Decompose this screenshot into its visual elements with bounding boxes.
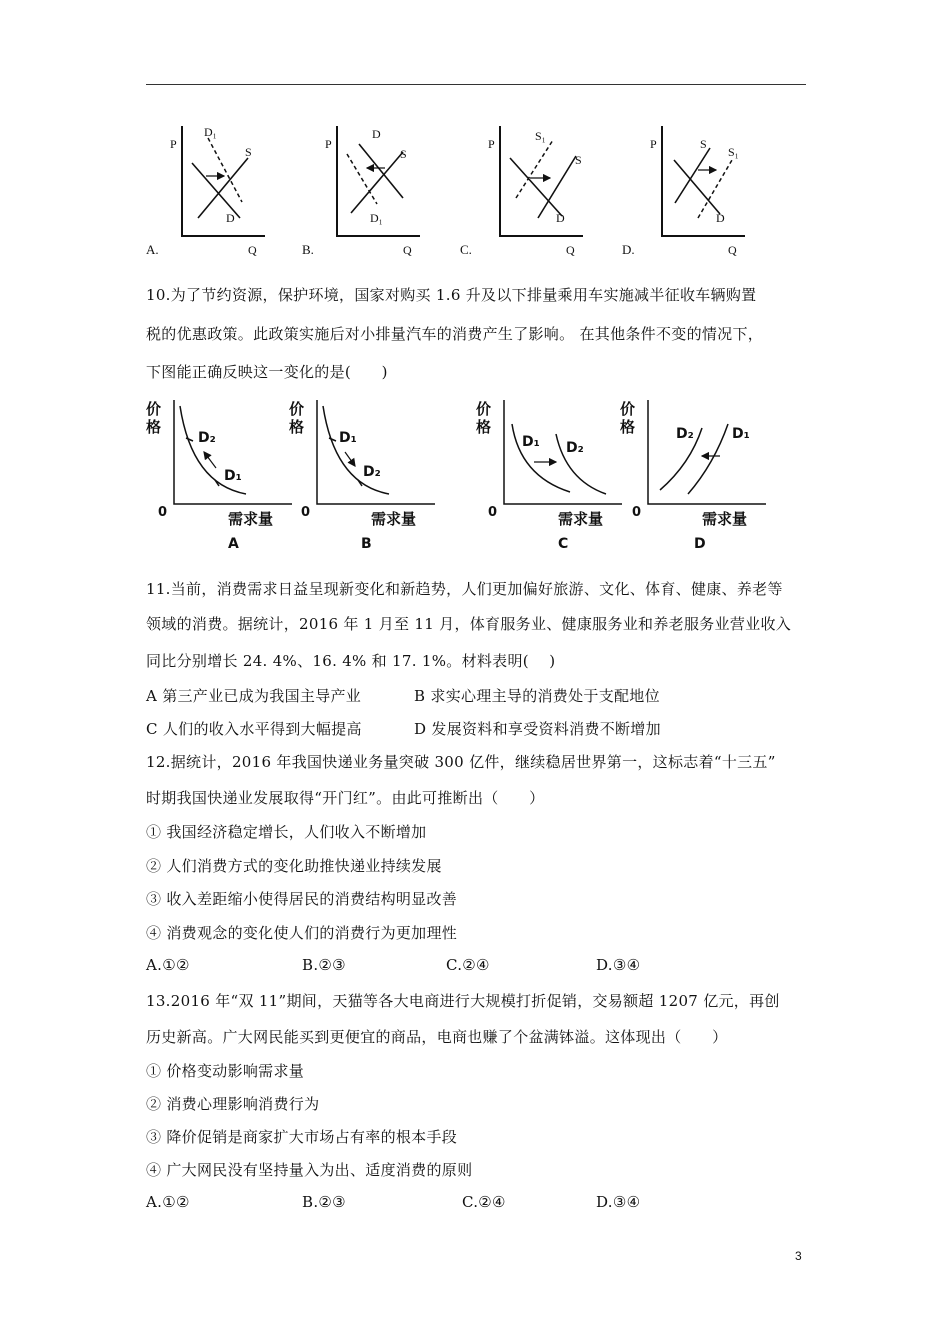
q9-c-right-label: S [575,153,582,167]
q10-c-d1: D₁ [522,434,540,450]
q13-item-1: ① 价格变动影响需求量 [146,1062,305,1080]
q9-b-top-label: D [372,127,381,141]
q9-label-b: B. [302,242,314,257]
q9-c-q-axis: Q [566,243,575,257]
q9-graph-b [325,126,420,257]
q9-b-bottom-label: D₁ [370,211,383,225]
q10-d-d1: D₁ [732,426,750,442]
q9-d-right-label: S₁ [728,145,739,159]
q10-c-origin: 0 [488,505,498,520]
q10-d-origin: 0 [632,505,642,520]
q9-b-q-axis: Q [403,243,412,257]
q10-b-origin: 0 [301,505,311,520]
q9-d-p-axis: P [650,137,657,151]
q12-item-2: ② 人们消费方式的变化助推快递业持续发展 [146,857,442,875]
q9-label-c: C. [460,242,472,257]
q10-c-d2: D₂ [566,440,584,456]
q13-item-2: ② 消费心理影响消费行为 [146,1095,320,1113]
q9-a-bottom-label: D [226,211,235,225]
q12-item-3: ③ 收入差距缩小使得居民的消费结构明显改善 [146,890,458,908]
q9-graph-c [488,126,583,257]
q13-line-2: 历史新高。广大网民能买到更便宜的商品，电商也赚了个盆满钵溢。这体现出（ ） [146,1028,728,1046]
q10-line-2: 税的优惠政策。此政策实施后对小排量汽车的消费产生了影响。 在其他条件不变的情况下， [146,325,764,343]
q10-b-price-2: 格 [289,418,305,436]
q9-c-p-axis: P [488,137,495,151]
q10-b-d1: D₁ [339,430,357,446]
q11-option-c: C 人们的收入水平得到大幅提高 [146,720,362,738]
q10-graph-b [289,400,435,552]
q9-b-p-axis: P [325,137,332,151]
q9-c-top-label: S₁ [535,129,546,143]
q12-item-1: ① 我国经济稳定增长，人们收入不断增加 [146,823,427,841]
q10-c-price-2: 格 [476,418,492,436]
q10-a-price-2: 格 [146,418,162,436]
q10-graph-a [146,400,292,552]
header-rule [146,84,806,85]
q9-d-top-label: S [700,137,707,151]
q10-a-qty: 需求量 [228,510,274,528]
q10-b-price-1: 价 [289,400,305,418]
q10-a-letter: A [228,536,239,552]
q12-item-4: ④ 消费观念的变化使人们的消费行为更加理性 [146,924,458,942]
q11-line-1: 11.当前，消费需求日益呈现新变化和新趋势，人们更加偏好旅游、文化、体育、健康、养老等 [146,580,783,598]
q9-a-p-axis: P [170,137,177,151]
q10-graph-c [476,400,622,552]
q9-graph-d [650,126,745,257]
q9-c-bottom-label: D [556,211,565,225]
q11-line-2: 领域的消费。据统计，2016 年 1 月至 11 月，体育服务业、健康服务业和养老服务业营业收入 [146,615,792,633]
q10-line-3: 下图能正确反映这一变化的是( ) [146,363,388,381]
q11-option-d: D 发展资料和享受资料消费不断增加 [414,720,661,738]
q9-label-d: D. [622,242,635,257]
q10-c-price-1: 价 [476,400,492,418]
q13-line-1: 13.2016 年“双 11”期间，天猫等各大电商进行大规模打折促销，交易额超 1207 亿元，再创 [146,992,780,1010]
q10-d-d2: D₂ [676,426,694,442]
q12-option-b: B.②③ [302,956,346,974]
q9-graph-a [170,125,265,257]
q13-item-3: ③ 降价促销是商家扩大市场占有率的根本手段 [146,1128,458,1146]
q9-a-right-label: S [245,145,252,159]
q12-option-d: D.③④ [596,956,641,974]
q10-a-d1: D₁ [224,468,242,484]
q9-a-q-axis: Q [248,243,257,257]
q12-line-2: 时期我国快递业发展取得“开门红”。由此可推断出（ ） [146,789,545,807]
q10-a-price-1: 价 [146,400,162,418]
q13-option-a: A.①② [146,1193,190,1211]
q10-b-letter: B [361,536,372,552]
q10-a-d2: D₂ [198,430,216,446]
q12-option-c: C.②④ [446,956,490,974]
q11-option-b: B 求实心理主导的消费处于支配地位 [414,687,660,705]
q10-graphs [140,394,780,554]
q9-label-a: A. [146,242,159,257]
q9-d-q-axis: Q [728,243,737,257]
q10-a-origin: 0 [158,505,168,520]
q10-b-qty: 需求量 [371,510,417,528]
q12-line-1: 12.据统计，2016 年我国快递业务量突破 300 亿件，继续稳居世界第一，这标志着“十三五” [146,753,776,771]
page-number: 3 [795,1249,802,1263]
q13-option-c: C.②④ [462,1193,506,1211]
q13-item-4: ④ 广大网民没有坚持量入为出、适度消费的原则 [146,1161,473,1179]
q9-a-top-label: D₁ [204,125,217,139]
q13-option-d: D.③④ [596,1193,641,1211]
q10-d-price-1: 价 [620,400,636,418]
q10-d-price-2: 格 [620,418,636,436]
q11-line-3: 同比分别增长 24. 4%、16. 4% 和 17. 1%。材料表明( ) [146,652,556,670]
q13-option-b: B.②③ [302,1193,346,1211]
q10-d-qty: 需求量 [702,510,748,528]
q9-d-bottom-label: D [716,211,725,225]
q12-option-a: A.①② [146,956,190,974]
q10-graph-d [620,400,766,552]
q9-b-right-label: S [400,147,407,161]
q11-option-a: A 第三产业已成为我国主导产业 [146,687,362,705]
q10-c-qty: 需求量 [558,510,604,528]
q10-line-1: 10.为了节约资源，保护环境，国家对购买 1.6 升及以下排量乘用车实施减半征收车辆购置 [146,286,757,304]
q10-b-d2: D₂ [363,464,381,480]
q10-c-letter: C [558,536,569,552]
q10-d-letter: D [694,536,706,552]
